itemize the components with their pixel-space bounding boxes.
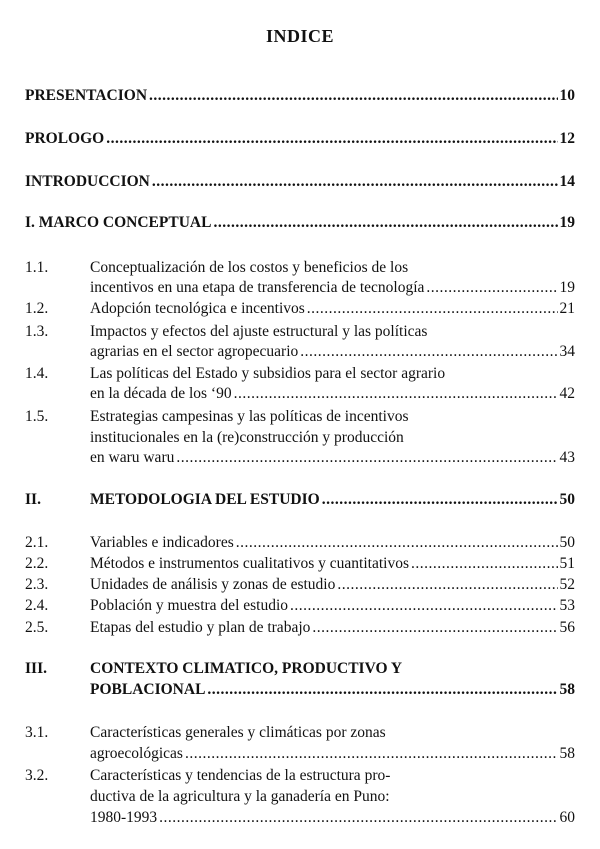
toc-entry-label: INTRODUCCION: [25, 173, 150, 190]
toc-item-text: incentivos en una etapa de transferencia de tecnología: [90, 279, 425, 296]
toc-entry-page: 60: [559, 809, 575, 826]
toc-item-3-1[interactable]: [90, 744, 575, 764]
toc-item-text: Características y tendencias de la estructura pro-: [90, 767, 391, 784]
toc-item-2-2[interactable]: [90, 554, 575, 574]
toc-item-number: 1.1.: [25, 259, 49, 276]
toc-entry-page: 19: [559, 214, 575, 231]
dot-leader: [290, 596, 557, 616]
toc-item-text: agroecológicas: [90, 745, 183, 762]
dot-leader: [185, 744, 558, 764]
toc-entry-label: POBLACIONAL: [90, 681, 206, 698]
toc-item-2-1[interactable]: [90, 533, 575, 553]
toc-item-text: ductiva de la agricultura y la ganadería en Puno:: [90, 788, 390, 805]
dot-leader: [213, 213, 557, 233]
toc-item-text: institucionales en la (re)construcción y producción: [90, 429, 404, 446]
toc-item-2-5[interactable]: [90, 618, 575, 638]
toc-entry-introduccion[interactable]: [25, 172, 575, 192]
dot-leader: [152, 172, 558, 192]
toc-item-text: Adopción tecnológica e incentivos: [90, 300, 305, 317]
toc-entry-prologo[interactable]: [25, 129, 575, 149]
chapter-number: III.: [25, 660, 47, 677]
toc-item-text: en la década de los ‘90: [90, 385, 232, 402]
toc-item-number: 1.2.: [25, 300, 49, 317]
toc-entry-label: I. MARCO CONCEPTUAL: [25, 214, 212, 231]
dot-leader: [300, 342, 557, 362]
dot-leader: [149, 86, 557, 106]
toc-chapter-text: CONTEXTO CLIMATICO, PRODUCTIVO Y: [90, 660, 403, 677]
toc-item-1-2[interactable]: [90, 299, 575, 319]
toc-entry-page: 58: [559, 681, 575, 698]
toc-item-number: 3.1.: [25, 724, 49, 741]
toc-entry-page: 42: [559, 385, 575, 402]
toc-item-text: Métodos e instrumentos cualitativos y cuantitativos: [90, 555, 409, 572]
toc-item-text: Variables e indicadores: [90, 534, 234, 551]
dot-leader: [106, 129, 557, 149]
toc-item-1-3[interactable]: [90, 342, 575, 362]
toc-item-1-5[interactable]: [90, 448, 575, 468]
toc-item-text: agrarias en el sector agropecuario: [90, 343, 299, 360]
toc-item-number: 2.3.: [25, 576, 49, 593]
toc-item-number: 1.4.: [25, 365, 49, 382]
toc-entry-page: 19: [559, 279, 575, 296]
toc-entry-page: 52: [559, 576, 575, 593]
toc-item-number: 2.1.: [25, 534, 49, 551]
toc-item-text: 1980-1993: [90, 809, 158, 826]
toc-chapter-metodologia[interactable]: [90, 490, 575, 510]
dot-leader: [312, 618, 557, 638]
chapter-number: II.: [25, 491, 41, 508]
toc-entry-page: 12: [559, 130, 575, 147]
toc-entry-page: 56: [559, 619, 575, 636]
toc-item-number: 1.5.: [25, 408, 49, 425]
toc-entry-page: 34: [559, 343, 575, 360]
toc-entry-page: 50: [559, 534, 575, 551]
toc-item-text: Unidades de análisis y zonas de estudio: [90, 576, 336, 593]
toc-item-text: Población y muestra del estudio: [90, 597, 289, 614]
dot-leader: [207, 680, 557, 700]
dot-leader: [426, 278, 557, 298]
toc-entry-page: 14: [559, 173, 575, 190]
dot-leader: [337, 575, 557, 595]
toc-entry-page: 43: [559, 449, 575, 466]
toc-entry-marco-conceptual[interactable]: [25, 213, 575, 233]
toc-entry-page: 51: [559, 555, 575, 572]
toc-item-number: 3.2.: [25, 767, 49, 784]
toc-item-2-4[interactable]: [90, 596, 575, 616]
dot-leader: [159, 808, 557, 828]
toc-item-text: Conceptualización de los costos y beneficios de los: [90, 259, 409, 276]
toc-item-text: en waru waru: [90, 449, 175, 466]
toc-item-text: Características generales y climáticas por zonas: [90, 724, 386, 741]
toc-item-1-4[interactable]: [90, 384, 575, 404]
toc-item-2-3[interactable]: [90, 575, 575, 595]
toc-entry-page: 10: [559, 87, 575, 104]
dot-leader: [176, 448, 557, 468]
toc-entry-page: 53: [559, 597, 575, 614]
page-title: INDICE: [265, 26, 334, 46]
toc-entry-page: 50: [559, 491, 575, 508]
toc-entry-label: PRESENTACION: [25, 87, 148, 104]
dot-leader: [234, 384, 558, 404]
toc-item-number: 1.3.: [25, 323, 49, 340]
toc-item-text: Estrategias campesinas y las políticas de incentivos: [90, 408, 409, 425]
toc-item-3-2[interactable]: [90, 808, 575, 828]
dot-leader: [411, 554, 558, 574]
toc-item-1-1[interactable]: [90, 278, 575, 298]
dot-leader: [322, 490, 558, 510]
toc-item-text: Etapas del estudio y plan de trabajo: [90, 619, 311, 636]
toc-chapter-contexto[interactable]: [90, 680, 575, 700]
toc-item-text: Las políticas del Estado y subsidios para el sector agrario: [90, 365, 446, 382]
toc-entry-label: METODOLOGIA DEL ESTUDIO: [90, 491, 320, 508]
dot-leader: [307, 299, 558, 319]
toc-entry-page: 58: [559, 745, 575, 762]
toc-item-number: 2.2.: [25, 555, 49, 572]
dot-leader: [236, 533, 558, 553]
toc-item-number: 2.5.: [25, 619, 49, 636]
toc-item-text: Impactos y efectos del ajuste estructural y las políticas: [90, 323, 428, 340]
toc-entry-label: PROLOGO: [25, 130, 105, 147]
toc-entry-presentacion[interactable]: [25, 86, 575, 106]
toc-item-number: 2.4.: [25, 597, 49, 614]
toc-entry-page: 21: [559, 300, 575, 317]
